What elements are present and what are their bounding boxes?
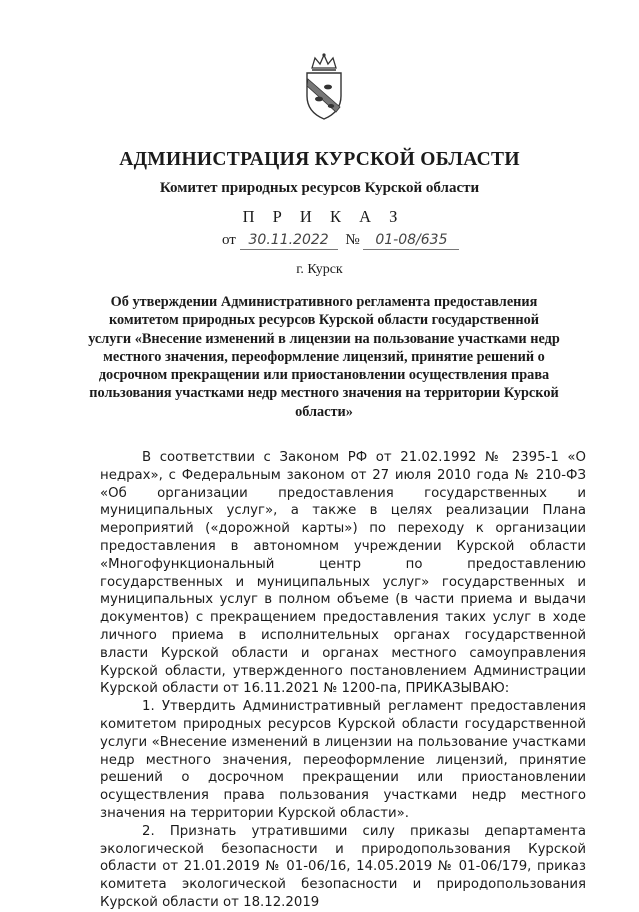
kursk-coat-of-arms-icon — [298, 52, 350, 122]
number-value: 01-08/635 — [375, 232, 448, 248]
number-prefix: № — [345, 232, 360, 248]
number-field — [363, 232, 459, 250]
committee-name: Комитет природных ресурсов Курской области — [159, 180, 480, 196]
document-title: Об утверждении Административного регламента предоставления комитетом природных ресурсов Курской области государственной услуги «Внесение изменений в лицензии на пользование участками недр местного значения, переоформление лицензий, принятие решений о досрочном прекращении или приостановлении осуществления права пользования участками недр местного значения на территории Курской области» — [88, 294, 560, 420]
document-type: П Р И К А З — [242, 207, 405, 226]
paragraph-item-1: 1. Утвердить Административный регламент предоставления комитетом природных ресурсов Курской области государственной услуги «Внесение изменений в лицензии на пользование участками недр местного значения, переоформление лицензий, принятие решений о досрочном прекращении или приостановлении осуществления права пользования участками недр местного значения на территории Курской области». — [100, 699, 586, 821]
date-value: 30.11.2022 — [248, 232, 329, 248]
date-field — [240, 232, 338, 250]
paragraph-preamble: В соответствии с Законом РФ от 21.02.1992 № 2395-1 «О недрах», с Федеральным законом от 27 июля 2010 года № 210-ФЗ «Об организации предоставления государственных и муниципальных услуг», а также в целях реализации Плана мероприятий («дорожной карты») по переходу к организации предоставления в автономном учреждении Курской области «Многофункциональный центр по предоставлению государственных и муниципальных услуг» государственных и муниципальных услуг в полном объеме (в части приема и выдачи документов) с прекращением предоставления таких услуг в ходе личного приема в исполнительных органах государственной власти Курской области и органах местного самоуправления Курской области, утвержденного постановлением Администрации Курской области от 16.11.2021 № 1200-па, ПРИКАЗЫВАЮ: — [100, 450, 586, 697]
paragraph-item-2: 2. Признать утратившими силу приказы департамента экологической безопасности и природопользования Курской области от 21.01.2019 № 01-06/16, 14.05.2019 № 01-06/179, приказ комитета экологической безопасности и природопользования Курской области от 18.12.2019 — [100, 823, 586, 910]
city: г. Курск — [296, 262, 343, 277]
document-body — [100, 449, 586, 912]
date-prefix: от — [222, 232, 236, 248]
organization-name: АДМИНИСТРАЦИЯ КУРСКОЙ ОБЛАСТИ — [119, 149, 520, 170]
date-number-line — [222, 232, 459, 250]
